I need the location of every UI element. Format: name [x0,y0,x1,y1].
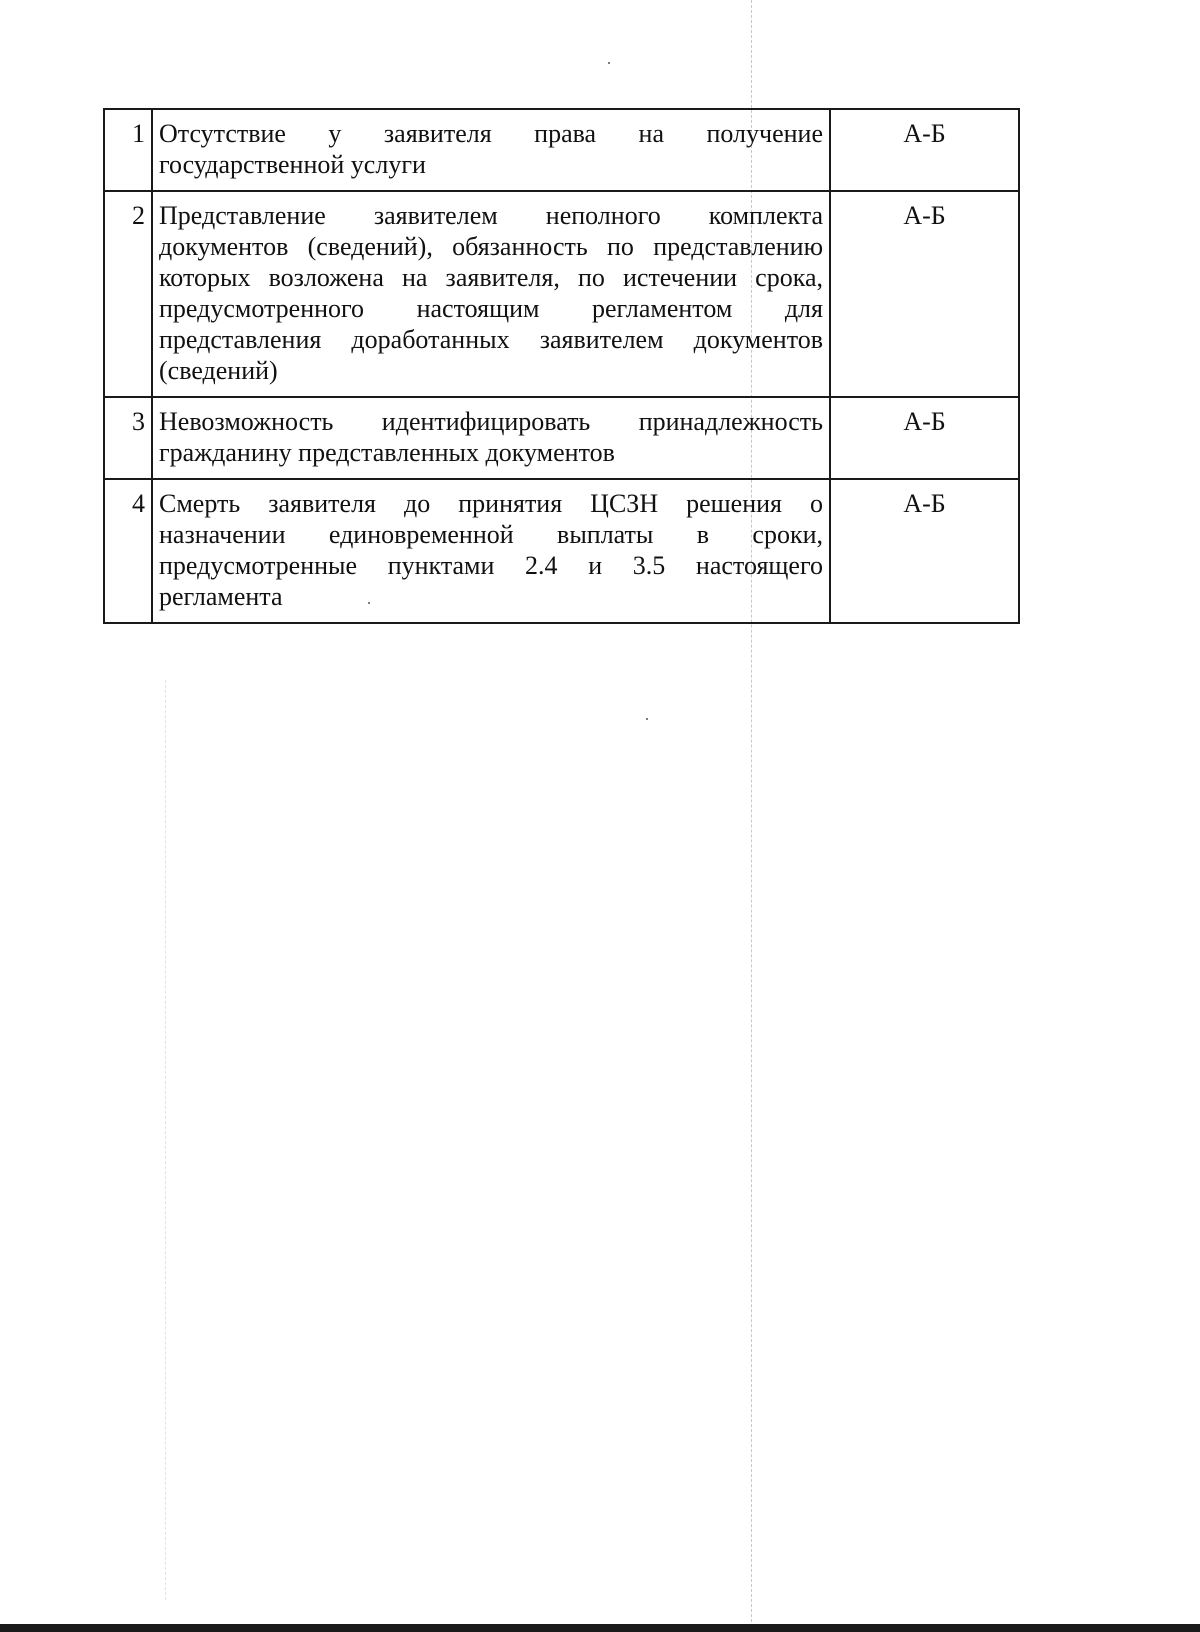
row-description: Смерть заявителя до принятия ЦСЗН решения о назначении единовременной выплаты в сроки, предусмотренные пунктами 2.4 и 3.5 настоящего регламента [152,479,830,623]
scan-artifact-line [165,680,166,1600]
row-code: А-Б [830,109,1019,191]
row-code: А-Б [830,479,1019,623]
row-code: А-Б [830,397,1019,479]
table-row [104,109,1019,191]
row-code: А-Б [830,191,1019,397]
table-row [104,191,1019,397]
row-description: Отсутствие у заявителя права на получение государственной услуги [152,109,830,191]
row-number: 2 [104,191,152,397]
scan-bottom-edge [0,1624,1200,1632]
row-description: Представление заявителем неполного комплекта документов (сведений), обязанность по представлению которых возложена на заявителя, по истечении срока, предусмотренного настоящим регламентом для представления доработанных заявителем документов (сведений) [152,191,830,397]
scan-speck [608,62,610,64]
table-row [104,479,1019,623]
table-row [104,397,1019,479]
row-number: 1 [104,109,152,191]
row-number: 4 [104,479,152,623]
row-number: 3 [104,397,152,479]
scan-speck [646,718,648,720]
reasons-table [103,108,1020,624]
row-description: Невозможность идентифицировать принадлежность гражданину представленных документов [152,397,830,479]
